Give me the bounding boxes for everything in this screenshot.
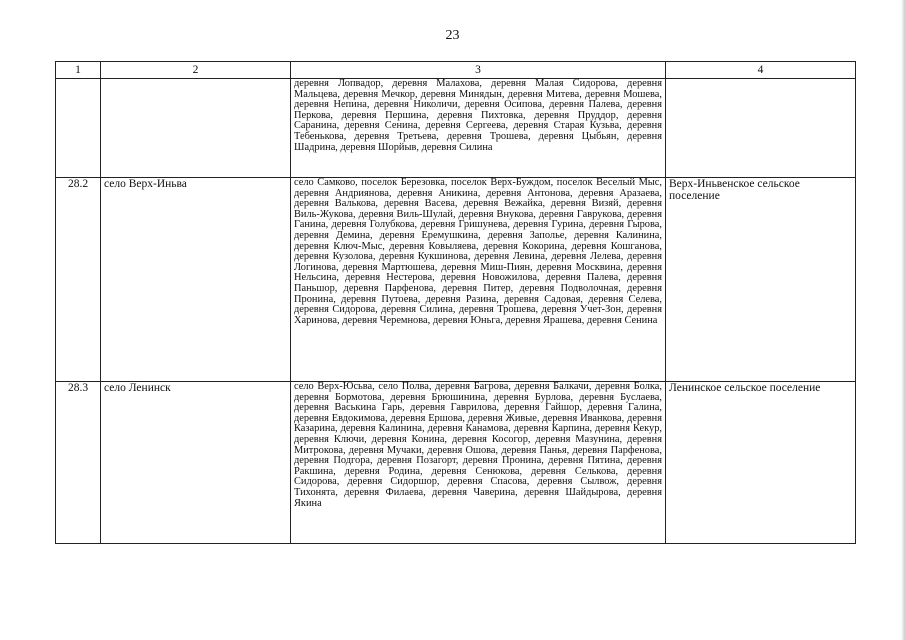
page-edge-shadow [901,0,905,640]
admin-center: село Верх-Иньва [101,178,291,382]
admin-center [101,79,291,178]
table-row [56,79,856,178]
header-col-1: 1 [56,62,101,79]
header-col-2: 2 [101,62,291,79]
header-col-4: 4 [666,62,856,79]
settlement-name: Ленинское сельское поселение [666,382,856,544]
row-number: 28.2 [56,178,101,382]
page-number: 23 [445,28,460,43]
settlement-name: Верх-Иньвенское сельское поселение [666,178,856,382]
settlements-table [55,61,856,544]
table-header-row [56,62,856,79]
table-row [56,178,856,382]
villages-list: село Самково, поселок Березовка, поселок Верх-Буждом, поселок Веселый Мыс, деревня Андриянова, деревня Аникина, деревня Антонова, деревня Аразаева, деревня Валькова, деревня Васева, деревня Вежайка, деревня Визяй, деревня Виль-Жукова, деревня Виль-Шулай, деревня Внукова, деревня Гаврукова, деревня Ганина, деревня Голубкова, деревня Гришунева, деревня Гурина, деревня Гырова, деревня Демина, деревня Еремушкина, деревня Заполье, деревня Калинина, деревня Ключ-Мыс, деревня Ковыляева, деревня Кокорина, деревня Кошганова, деревня Кузолова, деревня Кукшинова, деревня Левина, деревня Лелева, деревня Логинова, деревня Мартюшева, деревня Миш-Пиян, деревня Москвина, деревня Нельсина, деревня Нестерова, деревня Новожилова, деревня Палева, деревня Паньшор, деревня Парфенова, деревня Питер, деревня Подволочная, деревня Пронина, деревня Путоева, деревня Разина, деревня Садовая, деревня Селева, деревня Сидорова, деревня Силина, деревня Трошева, деревня Учет-Зон, деревня Харинова, деревня Черемнова, деревня Юньга, деревня Ярашева, деревня Сенина [291,178,666,382]
table-row [56,382,856,544]
villages-list: деревня Лопвадор, деревня Малахова, деревня Малая Сидорова, деревня Мальцева, деревня Мечкор, деревня Минядын, деревня Митева, деревня Мошева, деревня Непина, деревня Николичи, деревня Осипова, деревня Палева, деревня Перкова, деревня Першина, деревня Пихтовка, деревня Пруддор, деревня Саранина, деревня Сенина, деревня Сергеева, деревня Старая Кузьва, деревня Тебенькова, деревня Третьева, деревня Трошева, деревня Цыбьян, деревня Шадрина, деревня Шорйыв, деревня Силина [291,79,666,178]
row-number: 28.3 [56,382,101,544]
header-col-3: 3 [291,62,666,79]
admin-center: село Ленинск [101,382,291,544]
settlement-name [666,79,856,178]
villages-list: село Верх-Юсьва, село Полва, деревня Багрова, деревня Балкачи, деревня Болка, деревня Бормотова, деревня Брюшинина, деревня Бурлова, деревня Буслаева, деревня Васькина Гарь, деревня Гаврилова, деревня Гайшор, деревня Галина, деревня Евдокимова, деревня Ершова, деревня Живые, деревня Иванкова, деревня Казарина, деревня Калинина, деревня Канамова, деревня Карпина, деревня Кекур, деревня Ключи, деревня Конина, деревня Косогор, деревня Мазунина, деревня Митрокова, деревня Мучаки, деревня Ошова, деревня Панья, деревня Парфенова, деревня Подгора, деревня Позагорт, деревня Пронина, деревня Пятина, деревня Ракшина, деревня Родина, деревня Сенюкова, деревня Селькова, деревня Сидорова, деревня Сидоршор, деревня Спасова, деревня Сылвож, деревня Тихонята, деревня Филаева, деревня Чаверина, деревня Шайдырова, деревня Якина [291,382,666,544]
row-number [56,79,101,178]
